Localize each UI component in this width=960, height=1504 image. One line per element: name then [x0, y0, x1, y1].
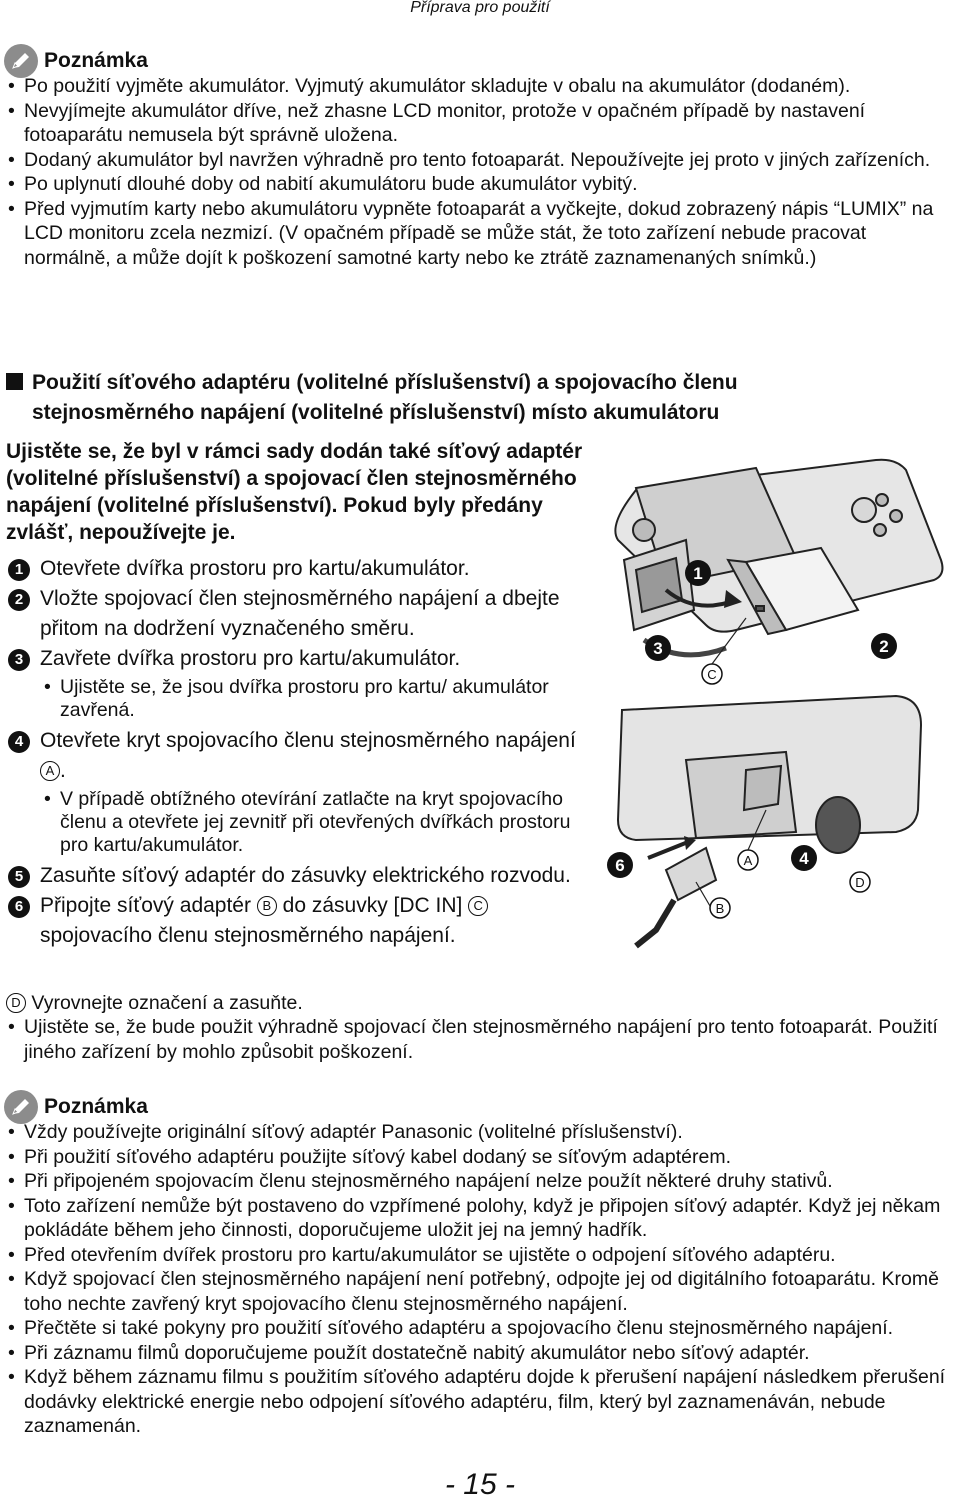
label-6 — [607, 852, 633, 878]
page-number: - 15 - — [444, 1468, 516, 1501]
label-2 — [871, 633, 897, 659]
steps-list — [6, 554, 586, 951]
note-title: Poznámka — [44, 49, 148, 72]
label-a — [738, 850, 758, 870]
label-a-circle: A — [40, 761, 60, 781]
note-item: • Dodaný akumulátor byl navržen výhradně pro tento fotoaparát. Nepoužívejte jej proto v jiných zařízeních. — [4, 148, 954, 173]
section-bullet — [4, 1015, 954, 1064]
step-number: 6 — [8, 896, 30, 918]
label-b — [710, 898, 730, 918]
intro-text: Ujistěte se, že byl v rámci sady dodán také síťový adaptér (volitelné příslušenství) a spojovací člen stejnosměrného napájení (volitelné příslušenství). Pokud byly předány zvlášť, nepoužívejte je. — [6, 440, 583, 544]
step-2 — [6, 584, 586, 644]
svg-text:1: 1 — [693, 564, 703, 583]
page-header: Příprava pro použití — [410, 0, 550, 16]
svg-text:D: D — [855, 875, 865, 890]
note-block-1 — [4, 44, 954, 270]
step-text-end: spojovacího členu stejnosměrného napájení. — [40, 924, 456, 947]
camera-bottom-body — [618, 696, 921, 853]
note-item: • Toto zařízení nemůže být postaveno do vzpřímené polohy, když je připojen síťový adaptér. Když jej někam pokládáte během jeho činnosti, doporučujeme uložit jej na jemný hadřík. — [4, 1194, 956, 1243]
section-heading — [6, 368, 956, 428]
note-item: • Po uplynutí dlouhé doby od nabití akumulátoru bude akumulátor vybitý. — [4, 172, 954, 197]
align-line — [6, 991, 956, 1016]
step-4-note: • V případě obtížného otevírání zatlačte na kryt spojovacího členu a otevřete jej zevnitř při otevřených dvířkách prostoru pro kartu/akumulátor. — [6, 788, 586, 857]
step-text: Vložte spojovací člen stejnosměrného napájení a dbejte přitom na dodržení vyznačeného směru. — [40, 587, 560, 640]
ac-adapter-plug — [636, 848, 716, 946]
note-item: • Když spojovací člen stejnosměrného napájení není potřebný, odpojte jej od digitálního fotoaparátu. Kromě toho nechte zavřený kryt spojovacího členu stejnosměrného napájení. — [4, 1267, 956, 1316]
step-number: 3 — [8, 649, 30, 671]
step-number: 4 — [8, 731, 30, 753]
step-text-end: . — [60, 759, 66, 782]
step-5 — [6, 861, 586, 891]
step-number: 1 — [8, 559, 30, 581]
label-c-circle: C — [468, 896, 488, 916]
step-1 — [6, 554, 586, 584]
plug-arrow — [648, 842, 688, 858]
note-title: Poznámka — [44, 1095, 148, 1118]
step-number: 2 — [8, 589, 30, 611]
note-item: • Vždy používejte originální síťový adaptér Panasonic (volitelné příslušenství). — [4, 1120, 956, 1145]
step-text-mid: do zásuvky [DC IN] — [282, 894, 463, 917]
step-text: Otevřete kryt spojovacího členu stejnosměrného napájení — [40, 729, 576, 752]
pencil-icon — [4, 1090, 38, 1124]
svg-text:4: 4 — [799, 849, 809, 868]
section-title-line1: Použití síťového adaptéru (volitelné příslušenství) a spojovacího členu — [32, 371, 738, 394]
pencil-icon — [4, 44, 38, 78]
label-b-circle: B — [257, 896, 277, 916]
note-item: • Přečtěte si také pokyny pro použití síťového adaptéru a spojovacího členu stejnosměrného napájení. — [4, 1316, 956, 1341]
step-text: Otevřete dvířka prostoru pro kartu/akumulátor. — [40, 557, 470, 580]
section-title-line2: stejnosměrného napájení (volitelné příslušenství) místo akumulátoru — [32, 401, 720, 424]
step-text: Zasuňte síťový adaptér do zásuvky elektrického rozvodu. — [40, 864, 571, 887]
align-text: Vyrovnejte označení a zasuňte. — [31, 992, 303, 1014]
svg-text:2: 2 — [879, 637, 889, 656]
note-item: • Před vyjmutím karty nebo akumulátoru vypněte fotoaparát a vyčkejte, dokud zobrazený nápis “LUMIX” na LCD monitoru zcela nezmizí. (V opačném případě se může stát, že toto zařízení nebude pracovat normálně, a může dojít k poškození samotné karty nebo ke ztrátě zaznamenaných snímků.) — [4, 197, 954, 271]
note-item: • Při záznamu filmů doporučujeme použít dostatečně nabitý akumulátor nebo síťový adaptér. — [4, 1341, 956, 1366]
note-item: • Při připojeném spojovacím členu stejnosměrného napájení nelze použít některé druhy stativů. — [4, 1169, 956, 1194]
svg-text:A: A — [743, 853, 753, 868]
label-c — [702, 664, 722, 684]
note-item: • Při použití síťového adaptéru použijte síťový kabel dodaný se síťovým adaptérem. — [4, 1145, 956, 1170]
square-bullet-icon — [6, 373, 23, 390]
label-d — [850, 872, 870, 892]
note-item: • Po použití vyjměte akumulátor. Vyjmutý akumulátor skladujte v obalu na akumulátor (dodaném). — [4, 74, 954, 99]
section-bullet-item: • Ujistěte se, že bude použit výhradně spojovací člen stejnosměrného napájení pro tento fotoaparát. Použití jiného zařízení by mohlo způsobit poškození. — [4, 1015, 954, 1064]
step-4 — [6, 726, 586, 786]
label-d-circle: D — [6, 993, 26, 1013]
step-3 — [6, 644, 586, 674]
svg-text:3: 3 — [653, 639, 663, 658]
step-text: Zavřete dvířka prostoru pro kartu/akumulátor. — [40, 647, 461, 670]
step-text: Připojte síťový adaptér — [40, 894, 251, 917]
label-3 — [645, 635, 671, 661]
note-item: • Nevyjímejte akumulátor dříve, než zhasne LCD monitor, protože v opačném případě by nastavení fotoaparátu nemusela být správně uložena. — [4, 99, 954, 148]
label-1 — [685, 560, 711, 586]
label-4 — [791, 845, 817, 871]
step-number: 5 — [8, 866, 30, 888]
note-heading — [4, 1090, 956, 1124]
svg-text:6: 6 — [615, 856, 625, 875]
note-heading — [4, 44, 954, 78]
step-3-note: • Ujistěte se, že jsou dvířka prostoru pro kartu/ akumulátor zavřená. — [6, 676, 586, 722]
note-item: • Před otevřením dvířek prostoru pro kartu/akumulátor se ujistěte o odpojení síťového adaptéru. — [4, 1243, 956, 1268]
svg-text:B: B — [715, 901, 725, 916]
note-item: • Když během záznamu filmu s použitím síťového adaptéru dojde k přerušení napájení následkem přerušení dodávky elektrické energie nebo odpojení síťového adaptéru, film, který byl zaznamenáván, nebude zaznamenán. — [4, 1365, 956, 1439]
step-6 — [6, 891, 586, 951]
camera-illustration — [596, 440, 956, 950]
svg-text:C: C — [707, 667, 717, 682]
note-block-2 — [4, 1090, 956, 1439]
